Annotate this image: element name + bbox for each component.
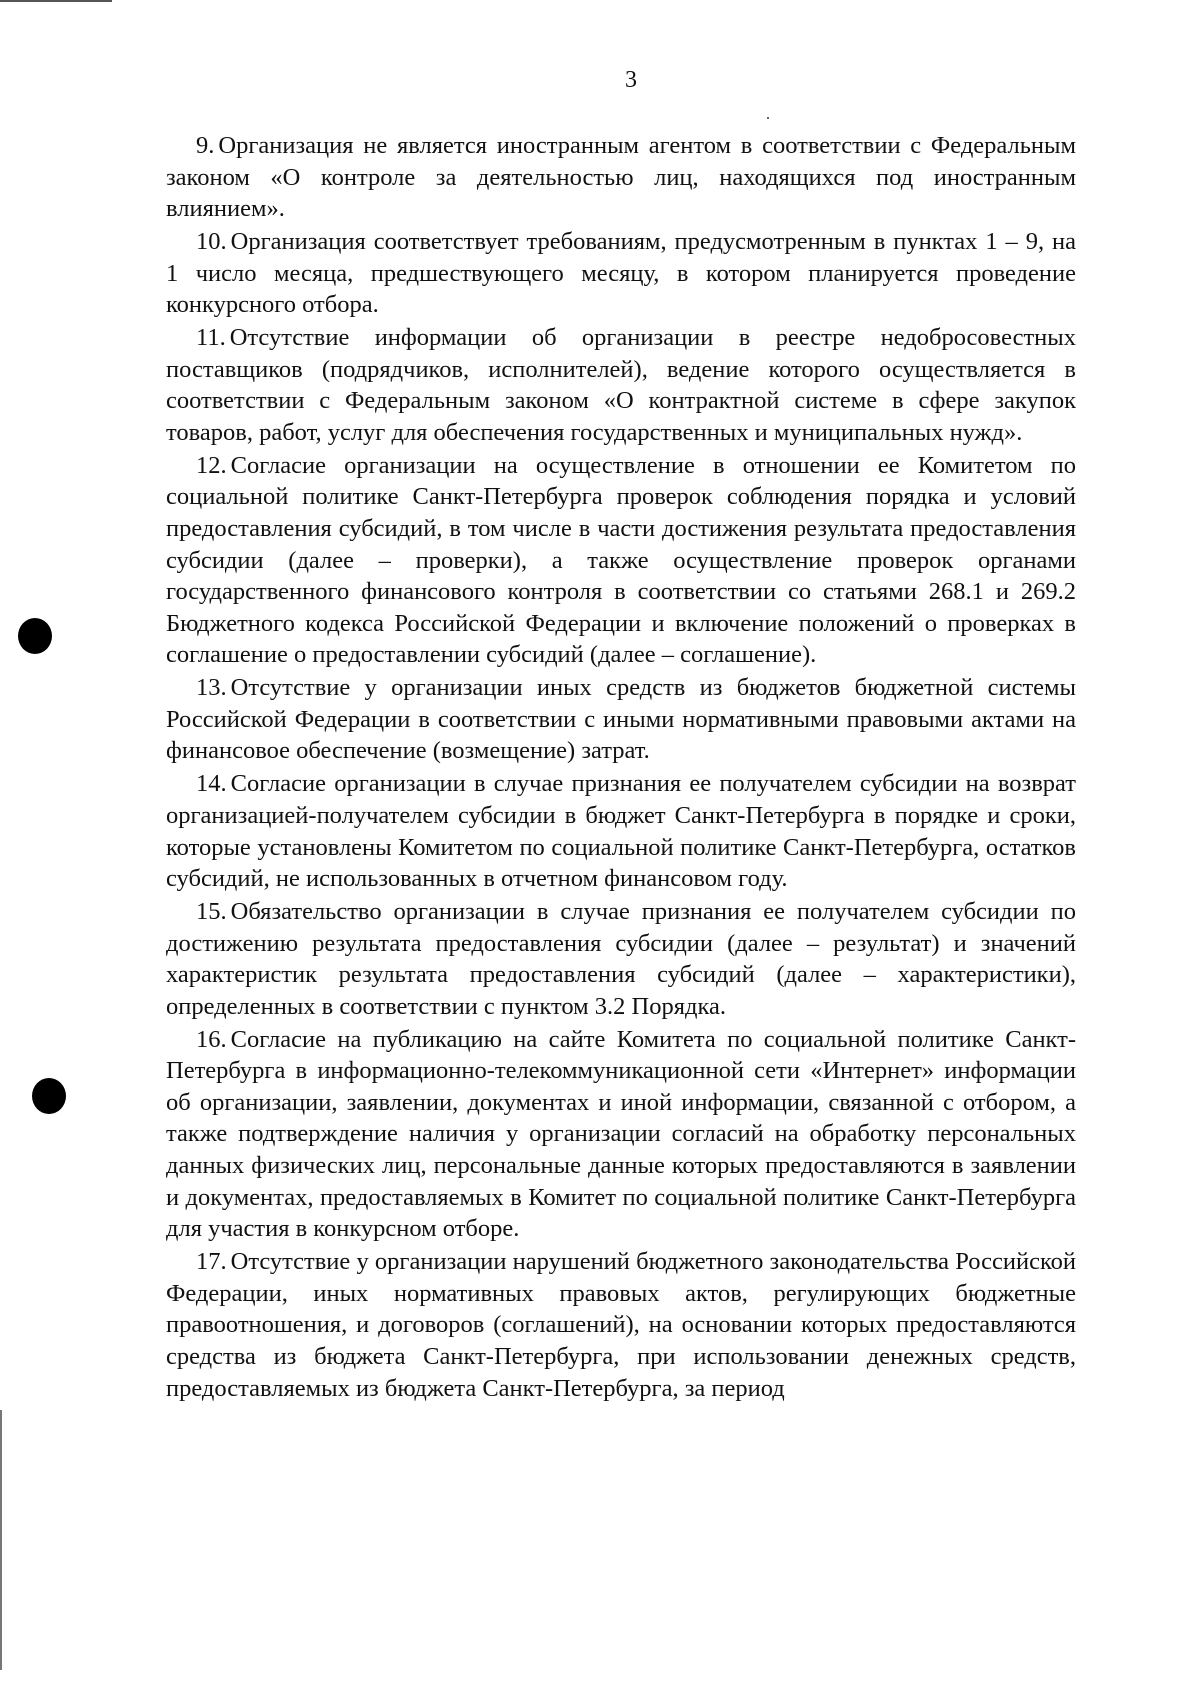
punch-hole-upper [18, 618, 52, 654]
paragraph-10 [166, 226, 1076, 321]
paragraph-17 [166, 1246, 1076, 1404]
scan-edge-top-line [0, 0, 112, 2]
paragraph-text: Организация соответствует требованиям, предусмотренным в пунктах 1 – 9, на 1 число месяца, предшествующего месяцу, в котором планируется проведение конкурсного отбора. [166, 228, 1076, 319]
paragraph-14 [166, 768, 1076, 894]
paragraph-text: Согласие организации на осуществление в отношении ее Комитетом по социальной политике Санкт-Петербурга проверок соблюдения порядка и условий предоставления субсидий, в том числе в части достижения результата предоставления субсидии (далее – проверки), а также осуществление проверок органами государственного финансового контроля в соответствии со статьями 268.1 и 269.2 Бюджетного кодекса Российской Федерации и включение положений о проверках в соглашение о предоставлении субсидий (далее – соглашение). [166, 451, 1076, 669]
paragraph-number: 17. [196, 1248, 227, 1276]
paragraph-number: 15. [196, 898, 227, 926]
paragraph-text: Обязательство организации в случае признания ее получателем субсидии по достижению результата предоставления субсидии (далее – результат) и значений характеристик результата предоставления субсидий (далее – характеристики), определенных в соответствии с пунктом 3.2 Порядка. [166, 898, 1076, 1020]
paragraph-text: Отсутствие у организации нарушений бюджетного законодательства Российской Федерации, иных нормативных правовых актов, регулирующих бюджетные правоотношения, и договоров (соглашений), на основании которых предоставляются средства из бюджета Санкт-Петербурга, при использовании денежных средств, предоставляемых из бюджета Санкт-Петербурга, за период [166, 1248, 1076, 1402]
paragraph-9 [166, 130, 1076, 225]
paragraph-text: Отсутствие у организации иных средств из бюджетов бюджетной системы Российской Федерации в соответствии с иными нормативными правовыми актами на финансовое обеспечение (возмещение) затрат. [166, 674, 1076, 765]
paragraph-number: 16. [196, 1025, 227, 1053]
paragraph-number: 13. [196, 674, 227, 702]
paragraph-15 [166, 896, 1076, 1022]
paragraph-12 [166, 450, 1076, 671]
paragraph-number: 11. [196, 324, 226, 352]
paragraph-text: Отсутствие информации об организации в реестре недобросовестных поставщиков (подрядчиков, исполнителей), ведение которого осуществляется в соответствии с Федеральным законом «О контрактной системе в сфере закупок товаров, работ, услуг для обеспечения государственных и муниципальных нужд». [166, 324, 1076, 446]
paragraph-16 [166, 1024, 1076, 1245]
paragraph-number: 14. [196, 770, 227, 798]
paragraph-text: Согласие на публикацию на сайте Комитета по социальной политике Санкт-Петербурга в информационно-телекоммуникационной сети «Интернет» информации об организации, заявлении, документах и иной информации, связанной с отбором, а также подтверждение наличия у организации согласий на обработку персональных данных физических лиц, персональные данные которых предоставляются в заявлении и документах, предоставляемых в Комитет по социальной политике Санкт-Петербурга для участия в конкурсном отборе. [166, 1025, 1076, 1243]
document-body [166, 130, 1076, 1405]
paragraph-text: Организация не является иностранным агентом в соответствии с Федеральным законом «О контроле за деятельностью лиц, находящихся под иностранным влиянием». [166, 132, 1076, 223]
scan-speck [767, 117, 769, 119]
paragraph-11 [166, 322, 1076, 448]
paragraph-number: 12. [196, 451, 227, 479]
paragraph-text: Согласие организации в случае признания ее получателем субсидии на возврат организацией-получателем субсидии в бюджет Санкт-Петербурга в порядке и сроки, которые установлены Комитетом по социальной политике Санкт-Петербурга, остатков субсидий, не использованных в отчетном финансовом году. [166, 770, 1076, 893]
paragraph-13 [166, 672, 1076, 767]
paragraph-number: 9. [196, 132, 215, 159]
scan-edge-left-line [0, 1410, 2, 1670]
paragraph-number: 10. [196, 228, 227, 256]
page-number: 3 [625, 67, 637, 93]
punch-hole-lower [32, 1078, 66, 1114]
